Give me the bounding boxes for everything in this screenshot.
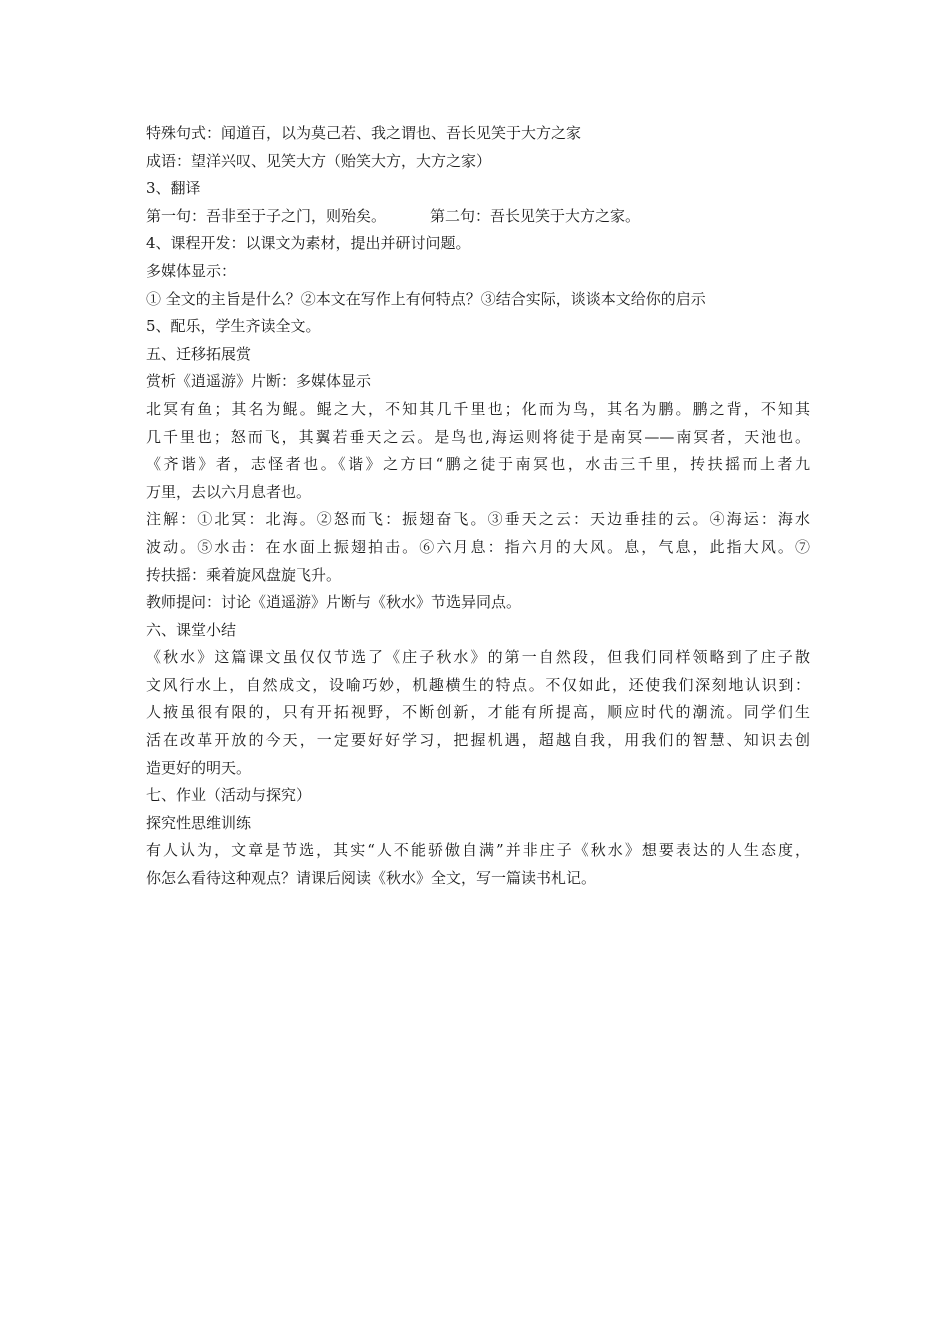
special-sentences-line: 特殊句式：闻道百，以为莫己若、我之谓也、吾长见笑于大方之家	[146, 124, 582, 142]
excerpt-line: 万里，去以六月息者也。	[146, 482, 312, 501]
translation-first: 第一句：吾非至于子之门，则殆矣。	[146, 206, 387, 225]
section7-heading: 七、作业（活动与探究）	[146, 786, 312, 805]
translation-line	[146, 203, 810, 231]
excerpt-line: 《齐谐》者，志怪者也。《谐》之方曰“鹏之徒于南冥也，水击三千里，抟扶摇而上者九	[146, 455, 810, 474]
summary-line: 《秋水》这篇课文虽仅仅节选了《庄子秋水》的第一自然段，但我们同样领略到了庄子散	[146, 648, 810, 667]
homework-line: 有人认为，文章是节选，其实“人不能骄傲自满”并非庄子《秋水》想要表达的人生态度，	[146, 841, 810, 860]
document-page	[146, 120, 810, 893]
step5-line: 5、配乐，学生齐读全文。	[146, 317, 321, 336]
notes-line: 注解：①北冥：北海。②怒而飞：振翅奋飞。③垂天之云：天边垂挂的云。④海运：海水	[146, 510, 810, 529]
inquiry-title: 探究性思维训练	[146, 813, 252, 832]
summary-line: 人掖虽很有限的，只有开拓视野，不断创新，才能有所提高，顺应时代的潮流。同学们生	[146, 703, 810, 722]
step4-line: 4、课程开发：以课文为素材，提出并研讨问题。	[146, 234, 471, 253]
translation-second: 第二句：吾长见笑于大方之家。	[430, 206, 641, 225]
step3-heading: 3、翻译	[146, 179, 201, 198]
excerpt-line: 北冥有鱼；其名为鲲。鲲之大，不知其几千里也；化而为鸟，其名为鹏。鹏之背，不知其	[146, 399, 810, 418]
excerpt-line: 几千里也；怒而飞，其翼若垂天之云。是鸟也,海运则将徒于是南冥——南冥者，天池也。	[146, 427, 810, 446]
multimedia-show-label: 多媒体显示：	[146, 261, 237, 280]
summary-line: 造更好的明天。	[146, 758, 252, 777]
summary-line: 活在改革开放的今天，一定要好好学习，把握机遇，超越自我，用我们的智慧、知识去创	[146, 731, 810, 750]
appreciate-intro: 赏析《逍遥游》片断：多媒体显示	[146, 372, 372, 391]
teacher-question: 教师提问：讨论《逍遥游》片断与《秋水》节选异同点。	[146, 593, 522, 612]
section6-heading: 六、课堂小结	[146, 620, 237, 639]
questions-line: ① 全文的主旨是什么？②本文在写作上有何特点？③结合实际，谈谈本文给你的启示	[146, 289, 706, 308]
homework-line: 你怎么看待这种观点？请课后阅读《秋水》全文，写一篇读书札记。	[146, 869, 597, 888]
idioms-line: 成语：望洋兴叹、见笑大方（贻笑大方，大方之家）	[146, 151, 492, 170]
summary-line: 文风行水上，自然成文，设喻巧妙，机趣横生的特点。不仅如此，还使我们深刻地认识到：	[146, 675, 810, 694]
section5-heading: 五、迁移拓展赏	[146, 344, 252, 363]
notes-line: 波动。⑤水击：在水面上振翅拍击。⑥六月息：指六月的大风。息，气息，此指大风。⑦	[146, 537, 810, 556]
notes-line: 抟扶摇：乘着旋风盘旋飞升。	[146, 565, 342, 584]
